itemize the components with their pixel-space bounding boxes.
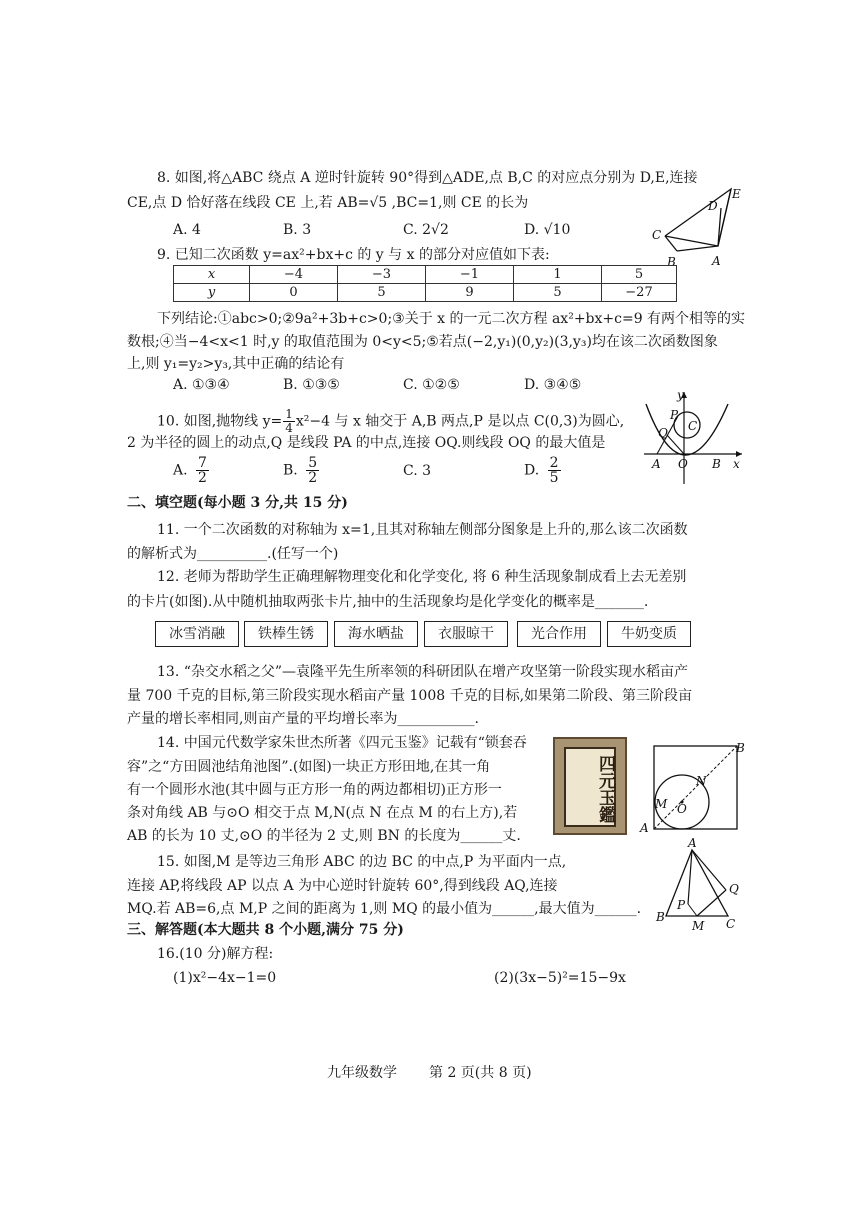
frac-den: 5 [549, 470, 559, 486]
q14-fig-label-m: M [655, 797, 668, 811]
q8-fig-label-d: D [708, 199, 718, 213]
q12-card: 海水晒盐 [334, 621, 418, 647]
q13-line3: 产量的增长率相同,则亩产量的平均增长率为___________. [127, 711, 479, 727]
table-cell: y [174, 284, 250, 302]
frac-den: 2 [198, 470, 207, 486]
q9-option-d: D. ③④⑤ [524, 377, 582, 393]
table-cell: −1 [426, 266, 514, 284]
q10-option-d-label: D. [524, 462, 540, 479]
q14-line5: AB 的长为 10 丈,⊙O 的半径为 2 丈,则 BN 的长度为______丈. [127, 828, 521, 844]
q11-line2: 的解析式为__________.(任写一个) [127, 546, 339, 562]
frac-num: 7 [198, 455, 207, 471]
q10-fraction-den: 4 [285, 421, 293, 435]
book-title: 四元玉鑑 [564, 747, 616, 827]
table-cell: 5 [602, 266, 677, 284]
q10-option-d [524, 456, 561, 485]
q10-fig-label-y: y [677, 388, 684, 402]
table-cell: −3 [338, 266, 426, 284]
q15-line1: 15. 如图,M 是等边三角形 ABC 的边 BC 的中点,P 为平面内一点, [157, 854, 567, 870]
q8-fig-label-a: A [712, 254, 721, 268]
q10-option-b-label: B. [283, 462, 298, 479]
q14-fig-label-o: O [677, 802, 687, 816]
table-cell: 9 [426, 284, 514, 302]
table-cell: 1 [514, 266, 602, 284]
table-cell: 0 [250, 284, 338, 302]
q10-option-b-frac [306, 456, 319, 485]
q10-option-a-label: A. [173, 462, 188, 479]
q13-line2: 量 700 千克的目标,第三阶段实现水稻亩产量 1008 千克的目标,如果第二阶段、第三阶段亩 [127, 688, 693, 704]
q14-fig-label-a: A [640, 821, 649, 834]
q15-fig-label-b: B [656, 910, 665, 924]
q10-fig-label-x: x [733, 457, 740, 471]
q15-fig-label-c: C [726, 917, 736, 931]
book-cover-image [553, 737, 627, 835]
q8-fig-label-b: B [667, 255, 676, 269]
q9-line2: 数根;④当−4<x<1 时,y 的取值范围为 0<y<5;⑤若点(−2,y₁)(0,y₂)(3,y₃)均在该二次函数图象 [127, 334, 718, 350]
q14-line1: 14. 中国元代数学家朱世杰所著《四元玉鉴》记载有“锁套吞 [157, 735, 527, 751]
q9-option-b: B. ①③⑤ [283, 377, 340, 393]
q10-fig-label-o: O [678, 457, 688, 471]
frac-num: 5 [308, 455, 318, 471]
q10-fig-label-c: C [688, 419, 698, 433]
footer-subject: 九年级数学 [327, 1065, 397, 1081]
q8-line1: 8. 如图,将△ABC 绕点 A 逆时针旋转 90°得到△ADE,点 B,C 的对应点分别为 D,E,连接 [157, 170, 698, 186]
q8-option-c: C. 2√2 [403, 222, 449, 238]
q12-card: 冰雪消融 [155, 621, 239, 647]
q15-line2: 连接 AP,将线段 AP 以点 A 为中心逆时针旋转 60°,得到线段 AQ,连接 [127, 878, 558, 894]
q10-option-a [173, 456, 209, 485]
q8-line2: CE,点 D 恰好落在线段 CE 上,若 AB=√5 ,BC=1,则 CE 的长为 [127, 195, 529, 211]
q10-line1-suffix: x²−4 与 x 轴交于 A,B 两点,P 是以点 C(0,3)为圆心, [295, 413, 625, 430]
q9-line3: 上,则 y₁=y₂>y₃,其中正确的结论有 [127, 356, 345, 372]
q12-card: 铁棒生锈 [244, 621, 328, 647]
q10-fig-label-a: A [652, 457, 661, 471]
q10-line1 [157, 408, 624, 435]
q13-line1: 13. “杂交水稻之父”—袁隆平先生所率领的科研团队在增产攻坚第一阶段实现水稻亩产 [157, 664, 689, 680]
q15-figure [654, 838, 744, 934]
frac-den: 2 [308, 470, 318, 486]
q14-line3: 有一个圆形水池(其中圆与正方形一角的两边都相切)正方形一 [127, 782, 502, 798]
table-cell: −4 [250, 266, 338, 284]
q15-fig-label-m: M [692, 919, 705, 933]
q10-fraction-num: 1 [285, 407, 293, 421]
q10-fraction [283, 408, 295, 435]
q10-fig-label-b: B [712, 457, 721, 471]
table-cell: 5 [338, 284, 426, 302]
q10-figure [640, 388, 744, 488]
q10-option-d-frac [548, 456, 561, 485]
q8-option-d: D. √10 [524, 222, 571, 238]
q12-line2: 的卡片(如图).从中随机抽取两张卡片,抽中的生活现象均是化学变化的概率是_______. [127, 594, 649, 610]
q10-option-c: C. 3 [403, 463, 432, 479]
q12-card: 光合作用 [517, 621, 601, 647]
q12-card: 牛奶变质 [607, 621, 691, 647]
q10-line2: 2 为半径的圆上的动点,Q 是线段 PA 的中点,连接 OQ.则线段 OQ 的最大值是 [127, 435, 606, 451]
q15-fig-label-a: A [688, 838, 697, 850]
q14-line4: 条对角线 AB 与⊙O 相交于点 M,N(点 N 在点 M 的右上方),若 [127, 805, 518, 821]
q10-option-b [283, 456, 319, 485]
q8-fig-label-e: E [732, 187, 741, 201]
section-2-heading: 二、填空题(每小题 3 分,共 15 分) [127, 495, 348, 511]
q11-line1: 11. 一个二次函数的对称轴为 x=1,且其对称轴左侧部分图象是上升的,那么该二次函数 [157, 522, 688, 538]
q10-fig-label-p: P [670, 408, 679, 422]
q8-option-a: A. 4 [173, 222, 201, 238]
q9-option-a: A. ①③④ [173, 377, 230, 393]
q14-line2: 容”之“方田圆池结角池图”.(如图)一块正方形田地,在其一角 [127, 759, 491, 775]
q9-row-y [174, 284, 677, 302]
q10-fig-label-q: Q [658, 426, 668, 440]
q9-option-c: C. ①②⑤ [403, 377, 460, 393]
table-cell: x [174, 266, 250, 284]
q12-card: 衣服晾干 [424, 621, 508, 647]
q14-fig-label-b: B [736, 741, 745, 755]
q14-figure [636, 738, 746, 834]
q10-line1-prefix: 10. 如图,抛物线 y= [157, 413, 283, 430]
q16-part1: (1)x²−4x−1=0 [173, 970, 277, 986]
q9-value-table [173, 265, 677, 302]
table-cell: −27 [602, 284, 677, 302]
q15-fig-label-p: P [677, 898, 686, 912]
q8-figure [645, 184, 745, 270]
q16-part2: (2)(3x−5)²=15−9x [494, 970, 626, 986]
footer-page-number: 第 2 页(共 8 页) [429, 1065, 532, 1081]
frac-num: 2 [549, 455, 559, 471]
q8-fig-label-c: C [652, 228, 662, 242]
q9-row-x [174, 266, 677, 284]
q9-line1: 下列结论:①abc>0;②9a²+3b+c>0;③关于 x 的一元二次方程 ax²+bx+c=9 有两个相等的实 [157, 311, 746, 327]
q14-fig-label-n: N [696, 774, 707, 788]
q9-stem: 9. 已知二次函数 y=ax²+bx+c 的 y 与 x 的部分对应值如下表: [157, 247, 550, 263]
q8-option-b: B. 3 [283, 222, 312, 238]
q15-line3: MQ.若 AB=6,点 M,P 之间的距离为 1,则 MQ 的最小值为______,最大值为______. [127, 901, 642, 917]
q15-fig-label-q: Q [729, 882, 739, 896]
section-3-heading: 三、解答题(本大题共 8 个小题,满分 75 分) [127, 922, 404, 938]
q16-stem: 16.(10 分)解方程: [157, 946, 274, 962]
table-cell: 5 [514, 284, 602, 302]
q12-line1: 12. 老师为帮助学生正确理解物理变化和化学变化, 将 6 种生活现象制成看上去无差别 [157, 569, 687, 585]
q10-option-a-frac [196, 456, 209, 485]
